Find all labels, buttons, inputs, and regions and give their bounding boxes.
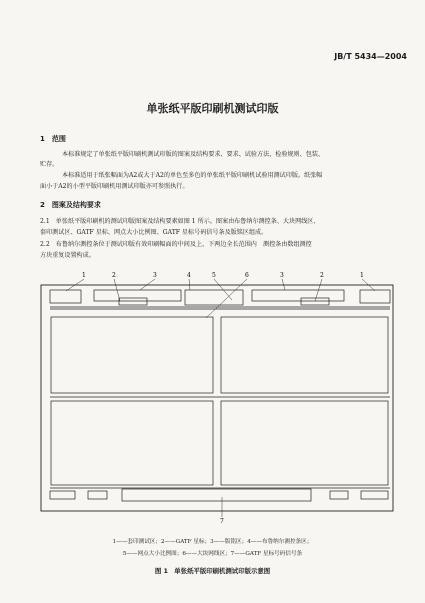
section-heading-scope: 1 范围 (40, 135, 66, 143)
pattern-line-2: 套印测试区、GATF 星标、网点大小比例图、GATF 星标号码信号条及版铭区组成。 (40, 229, 268, 236)
pattern-line-3: 2.2 布鲁纳尔测控条位于测试印版有效印刷幅面的中间及上、下两边全长范围内 测控条由数组测控 (40, 241, 312, 248)
scope-line-3: 本标准适用于纸张幅面为A2或大于A2的单色至多色的单张纸平版印刷机试验用测试印版。纸张幅 (62, 172, 323, 179)
scope-line-2: 贮存。 (40, 161, 59, 168)
figure-legend-line-1: 1——套印测试区；2——GATF 星标；3——版铭区；4——布鲁纳尔测控条区； (112, 539, 313, 545)
callout-3-right: 3 (280, 272, 284, 279)
callout-7: 7 (220, 518, 224, 525)
test-plate-diagram (40, 265, 410, 533)
callout-5: 5 (212, 272, 216, 279)
callout-3-left: 3 (153, 272, 157, 279)
scope-line-4: 面小于A2的小型平版印刷机用测试印版亦可参照执行。 (40, 183, 189, 190)
callout-2-left: 2 (112, 272, 116, 279)
figure-legend-line-2: 5——网点大小比例图；6——大块网线区；7——GATF 星标号码信号条 (122, 551, 303, 557)
callout-6: 6 (245, 272, 249, 279)
callout-1-right: 1 (360, 272, 364, 279)
callout-1-left: 1 (82, 272, 86, 279)
document-title: 单张纸平版印刷机测试印版 (146, 102, 279, 115)
standard-code: JB/T 5434—2004 (334, 52, 407, 61)
section-heading-pattern: 2 图案及结构要求 (40, 201, 101, 209)
scope-line-1: 本标准规定了单张纸平版印刷机测试印版的图案及结构要求、要求、试验方法、检验规则、包装、 (62, 151, 325, 158)
pattern-line-1: 2.1 单张纸平版印刷机的测试印版图案及结构要素如图 1 所示。图案由布鲁纳尔测控条、大块网线区、 (40, 218, 320, 225)
callout-2-right: 2 (320, 272, 324, 279)
figure-title: 图 1 单张纸平版印刷机测试印版示意图 (154, 567, 271, 575)
callout-4: 4 (187, 272, 191, 279)
pattern-line-4: 方块重复设置构成。 (40, 252, 95, 259)
